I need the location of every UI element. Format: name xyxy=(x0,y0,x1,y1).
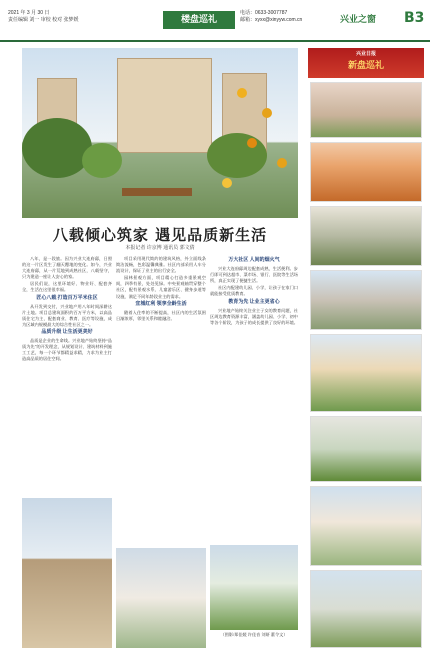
sidebar-photo-4 xyxy=(310,270,422,330)
paragraph: 从开发到交付，兴业地产用八年时间深耕这片土地。项目总建筑面积约百万平方米，以高品质住宅为主，配套商业、教育、医疗等设施，成为区域内规模最大的综合性社区之一。 xyxy=(22,303,112,327)
contact-info xyxy=(240,10,302,24)
issue-date: 2021 年 3 月 30 日 xyxy=(8,10,50,16)
sidebar-photo-7 xyxy=(310,486,422,566)
banner-small: 兴业日报 xyxy=(355,51,376,57)
paragraph: 八年，是一段旅。因为兴业大连府邸，日照的这一片区发生了翻天覆地的变化。如今，兴业大连府邸，从一片荒地到成熟社区，八载坚守，只为建造一座让人安心的家。 xyxy=(22,256,112,280)
hero-photo xyxy=(22,48,298,218)
sidebar-photo-6 xyxy=(310,416,422,482)
paragraph: 兴业大连府邸周边配套成熟，生活便利。步行即可到达超市、菜市场、银行、医院等生活场所，真正实现了便捷生活。 xyxy=(210,266,298,284)
sidebar-photo-3 xyxy=(310,206,422,266)
article-headline: 八载倾心筑家 遇见品质新生活 xyxy=(52,226,268,244)
subheading: 教育为先 让业主更省心 xyxy=(228,299,280,305)
editor-line: 责任编辑 刘一 审校 校对 张梦媛 xyxy=(8,17,79,23)
sidebar-photo-8 xyxy=(310,570,422,648)
paragraph: 随着入住率的不断提高，社区内的生活氛围日渐浓厚，邻里关系和睦融洽。 xyxy=(116,309,206,321)
column-1 xyxy=(22,256,112,364)
sidebar-photo-5 xyxy=(310,334,422,412)
building-photo xyxy=(22,498,112,648)
garden-photo xyxy=(210,545,298,630)
article-byline: 本报记者 许京博 通讯员 郭文倩 xyxy=(125,245,195,251)
subheading: 匠心八载 打造百万平米住区 xyxy=(36,295,98,301)
paragraph: 项目采用现代简约的建筑风格，外立面线条简洁流畅，色彩温馨典雅。社区内部采用人车分流设计，保证了业主的出行安全。 xyxy=(116,256,206,274)
subheading: 宜城红利 领享全龄生活 xyxy=(135,301,187,307)
paragraph: 兴业地产始终关注业主子女的教育问题，社区周边教育资源丰富，涵盖幼儿园、小学、初中等各个阶段，为孩子的成长提供了良好的环境。 xyxy=(210,307,298,325)
paragraph: 园林景观方面，项目精心打造多重景观空间，四季有景，处处见绿。中央景观轴贯穿整个社区，配有景观水系、儿童游乐区、健身步道等设施，满足不同年龄段业主的需求。 xyxy=(116,275,206,299)
page-header xyxy=(0,0,430,42)
paragraph: 品质是企业的生命线。兴业地产始终坚持“品质为先”的开发理念，从规划设计、建筑材料到施工工艺，每一个环节都精益求精，力求为业主打造高品质的居住空间。 xyxy=(22,338,112,362)
photo-credit: （图影/郑佳媛 许佳音 刘妍 董令文） xyxy=(220,632,288,637)
email: 邮箱：xyxx@xinyyw.com.cn xyxy=(240,17,303,23)
subheading: 品质升级 让生活更美好 xyxy=(41,330,93,336)
header-meta xyxy=(8,10,79,24)
paragraph: 居民们说，这里环境好、物业好、配套齐全，生活在这里很幸福。 xyxy=(22,281,112,293)
phone: 电话：0633-3007787 xyxy=(240,10,288,16)
page-number: B3 xyxy=(404,10,425,26)
column-3 xyxy=(210,256,298,327)
column-2 xyxy=(116,256,206,323)
subheading: 万大社区 人间的烟火气 xyxy=(228,258,280,263)
sidebar-banner xyxy=(308,48,424,78)
street-photo xyxy=(116,548,206,648)
paper-logo: 兴业之窗 xyxy=(340,15,377,25)
banner-title: 新盘巡礼 xyxy=(347,61,384,71)
section-title: 楼盘巡礼 xyxy=(163,11,235,29)
sidebar-photo-1 xyxy=(310,82,422,138)
sidebar-photo-2 xyxy=(310,142,422,202)
paragraph: 社区内配建幼儿园、小学，让孩子在家门口就能接受优质教育。 xyxy=(210,285,298,297)
